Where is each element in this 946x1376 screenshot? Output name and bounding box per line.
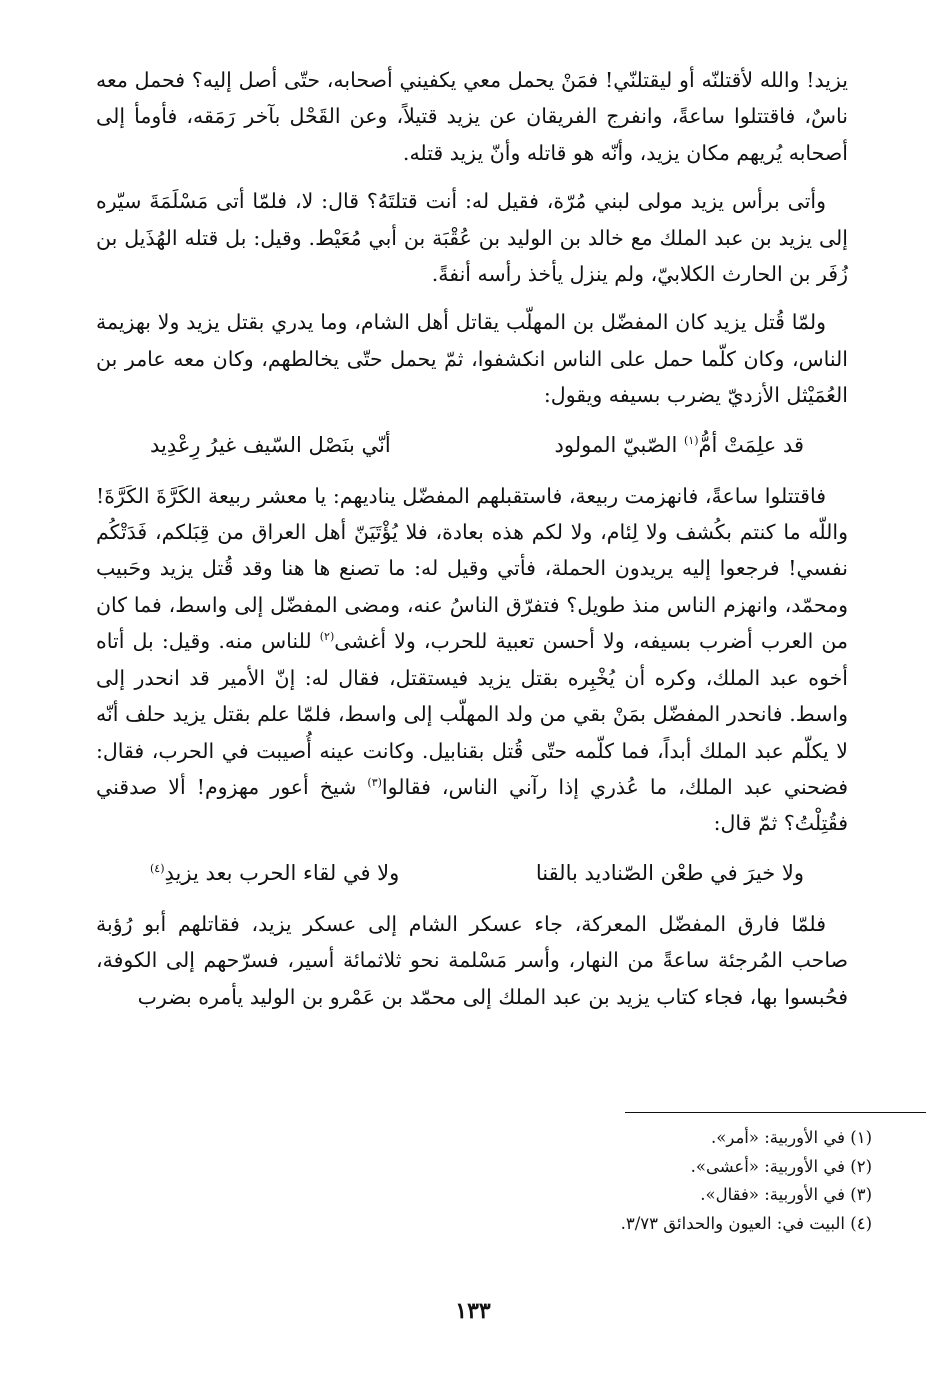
footnote-1: (١) في الأوربية: «أمر». <box>711 1128 872 1147</box>
paragraph-5: فلمّا فارق المفضّل المعركة، جاء عسكر الشام إلى عسكر يزيد، فقاتلهم أبو رُؤبة صاحب المُرجئة ساعةً من النهار، وأسر مَسْلمة نحو ثلاثمائة أسير، فسرّحهم إلى الكوفة، فحُبسوا بها، فجاء كتاب يزيد بن عبد الملك إلى محمّد بن عَمْرو بن الوليد يأمره بضرب <box>96 911 848 1009</box>
footnote-ref-4: (٤) <box>150 861 165 875</box>
paragraph-1: يزيد! والله لأقتلنّه أو ليقتلنّي! فمَنْ يحمل معي يكفيني أصحابه، حتّى أصل إليه؟ فحمل معه ناسٌ، فاقتتلوا ساعةً، وانفرج الفريقان عن يزيد قتيلاً، وعن القَحْل بآخر رَمَقه، فأومأ إلى أصحابه يُريهم مكان يزيد، وأنّه هو قاتله وأنّ يزيد قتله. <box>96 68 848 165</box>
verse-1-second-hemistich: أنّي بنَصْل السّيف غيرُ رِعْدِيد <box>150 432 391 457</box>
paragraph-2: وأتى برأس يزيد مولى لبني مُرّة، فقيل له: أنت قتلتَهُ؟ قال: لا، فلمّا أتى مَسْلَمَةَ سيّره إلى يزيد بن عبد الملك مع خالد بن الوليد بن عُقْبَة بن أبي مُعَيْط. وقيل: بل قتله الهُذَيل بن زُفَر بن الحارث الكلابيّ، ولم ينزل يأخذ رأسه أنفةً. <box>96 189 848 287</box>
verse-2 <box>96 854 848 892</box>
footnote-ref-3: (٣) <box>367 776 382 790</box>
footnote-4: (٤) البيت في: العيون والحدائق ٣/٧٣. <box>620 1213 872 1233</box>
footnote-2: (٢) في الأوربية: «أعشى». <box>690 1156 872 1176</box>
footnotes <box>621 1124 872 1238</box>
footnote-3: (٣) في الأوربية: «فقال». <box>700 1185 872 1204</box>
page-number: ١٣٣ <box>455 1298 491 1324</box>
paragraph-3: ولمّا قُتل يزيد كان المفضّل بن المهلّب يقاتل أهل الشام، وما يدري بقتل يزيد ولا بهزيمة الناس، وكان كلّما حمل على الناس انكشفوا، ثمّ يحمل حتّى يخالطهم، وكان معه عامر بن العُمَيْثل الأزديّ يضرب بسيفه ويقول: <box>96 310 848 408</box>
verse-2-first-hemistich: ولا خيرَ في طعْن الصّناديد بالقنا <box>535 860 804 885</box>
footnote-ref-1: (١) <box>683 433 699 447</box>
main-text <box>96 62 848 1027</box>
footnote-divider <box>625 1112 926 1113</box>
verse-1 <box>96 426 848 464</box>
verse-2-second-hemistich: ولا في لقاء الحرب بعد يزيدِ$^{(٤)}$ <box>150 860 400 885</box>
paragraph-4: فاقتتلوا ساعةً، فانهزمت ربيعة، فاستقبلهم المفضّل يناديهم: يا معشر ربيعة الكَرَّةَ الكَرَّةَ! واللّه ما كنتم بكُشف ولا لِئام، ولا لكم هذه بعادة، فلا يُؤْتَيَنّ أهل العراق من قِبَلكم، فَدَتْكُم نفسي! فرجعوا إليه يريدون الحملة، فأتي وقيل له: ما تصنع ها هنا وقد قُتل يزيد وحَبيب ومحمّد، وانهزم الناس منذ طويل؟ فتفرّق الناسُ عنه، ومضى المفضّل إلى واسط، فما كان من العرب أضرب بسيفه، ولا أحسن تعبية للحرب، ولا أغشى$^{(٢)}$ للناس منه. وقيل: بل أتاه أخوه عبد الملك، وكره أن يُخْبِره بقتل يزيد فيستقتل، فقال له: إنّ الأمير قد انحدر إلى واسط. فانحدر المفضّل بمَنْ بقي من ولد المهلّب إلى واسط، فلمّا علم بقتل يزيد حلف أنّه لا يكلّم عبد الملك أبداً، فما كلّمه حتّى قُتل بقنابيل. وكانت عينه أُصيبت في الحرب، فقال: فضحني عبد الملك، ما عُذري إذا رآني الناس، فقالوا$^{(٣)}$ شيخ أعور مهزوم! ألا صدقني فقُتِلْتُ؟ ثمّ قال: <box>96 483 848 836</box>
verse-1-first-hemistich: قد علِمَتْ أمُّ$^{(١)}$ الصّبيّ المولود <box>554 432 804 457</box>
footnote-ref-2: (٢) <box>319 630 335 644</box>
